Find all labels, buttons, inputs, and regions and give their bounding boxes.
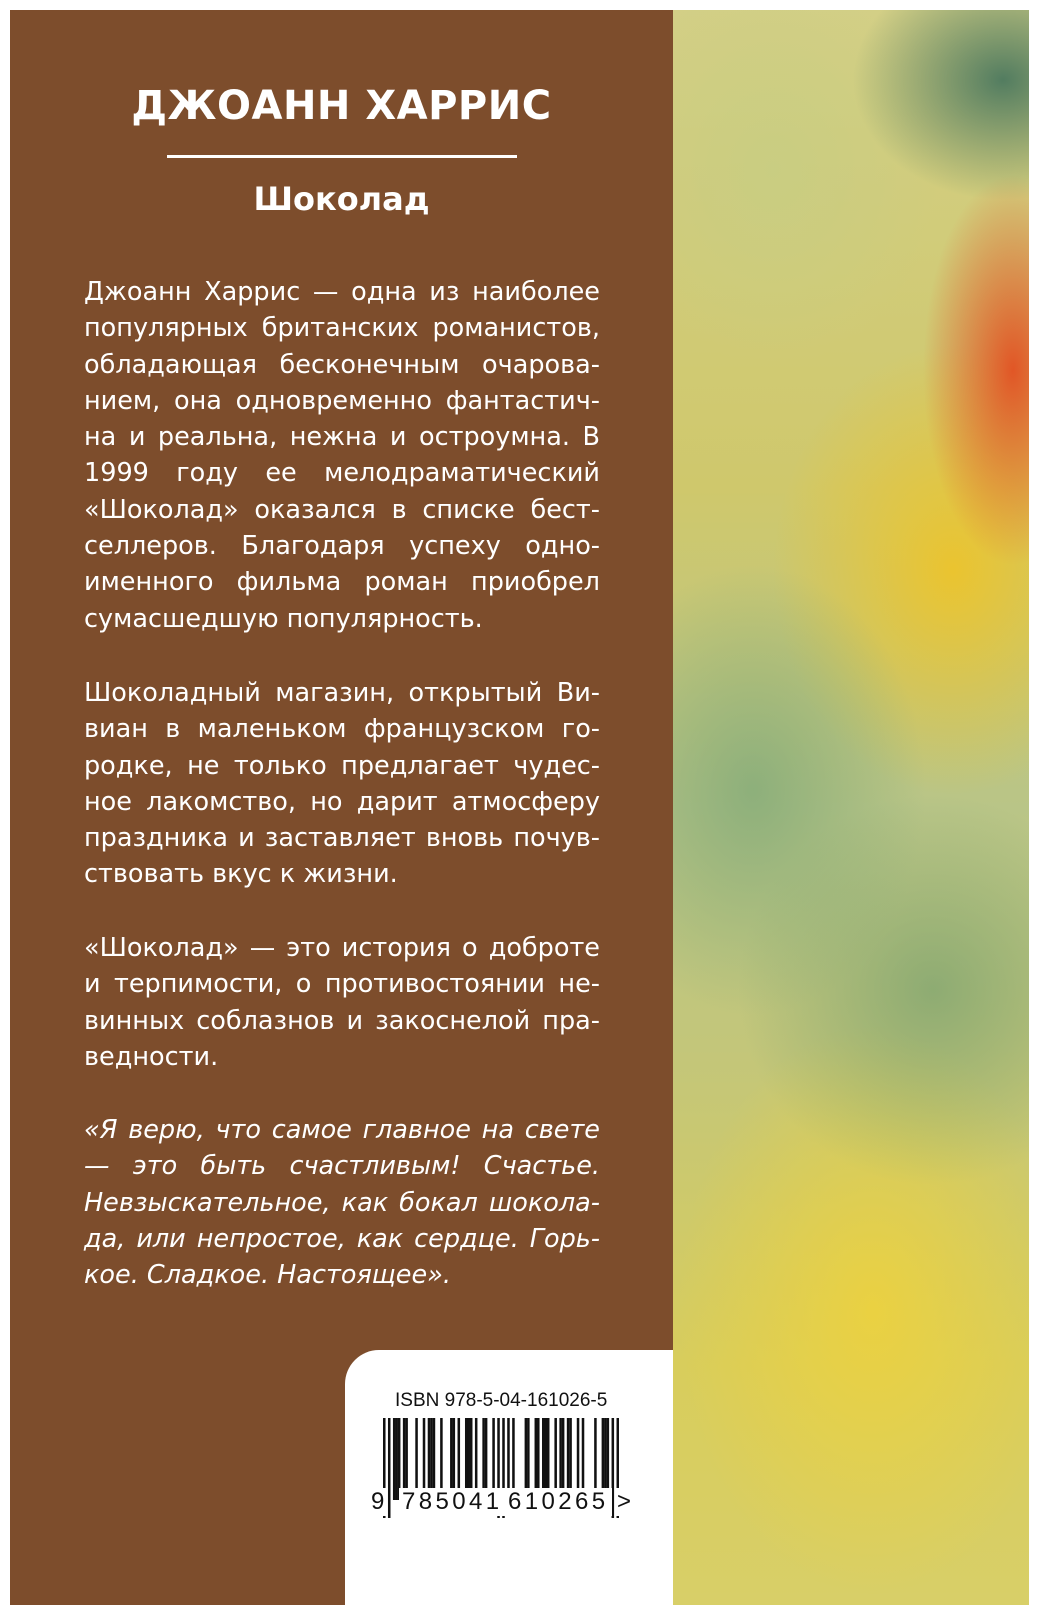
watercolor-artwork [673,10,1029,1605]
barcode-quiet-zone-mark: > [617,1488,632,1515]
isbn-block [345,1350,673,1605]
isbn-number: ISBN 978-5-04-161026-5 [395,1390,608,1411]
book-title: Шоколад [253,180,430,218]
barcode-digits-right: 610265 [505,1488,612,1516]
author-name: ДЖОАНН ХАРРИС [131,83,552,129]
plot-summary: Шоколадный магазин, открытый Вивиан в маленьком французском городке, не только предлагает чудесное лакомство, но дарит атмосферу праздника и заставляет вновь почувствовать вкус к жизни. [84,678,600,890]
book-quote: «Я верю, что самое главное на свете — это быть счастливым! Счастье. Невзыскательное, как бокал шоколада, или непростое, как сердце. Горькое. Сладкое. Настоящее». [84,1115,600,1291]
barcode-digits [371,1488,632,1518]
barcode-digit-first: 9 [371,1488,385,1515]
book-back-cover [10,10,1029,1605]
barcode-digits-left: 785041 [399,1488,506,1516]
title-divider [167,155,517,158]
theme-summary: «Шоколад» — это история о доброте и терпимости, о противостоянии невинных соблазнов и закоснелой праведности. [84,933,600,1072]
author-description: Джоанн Харрис — одна из наиболее популярных британских романистов, обладающая бесконечным очарованием, она одновременно фантастична и реальна, нежна и остроумна. В 1999 году ее мелодраматический «Шоколад» оказался в списке бестселлеров. Благодаря успеху одноименного фильма роман приобрел сумасшедшую популярность. [84,277,600,634]
